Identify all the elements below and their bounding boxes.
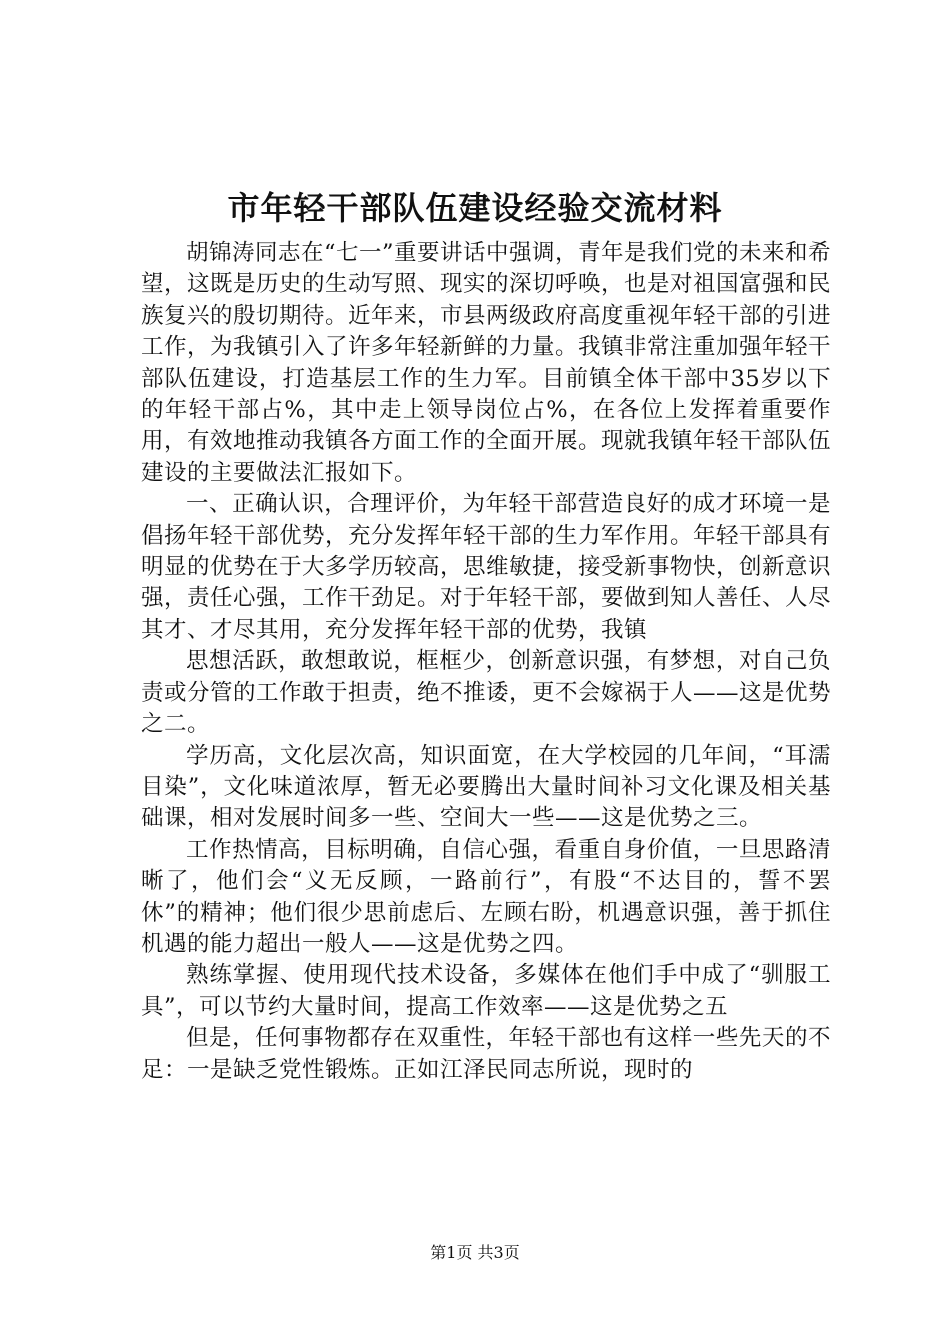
paragraph-3: 思想活跃，敢想敢说，框框少，创新意识强，有梦想，对自己负责或分管的工作敢于担责，绝不推诿，更不会嫁祸于人——这是优势之二。 xyxy=(141,648,832,738)
paragraph-4: 学历高，文化层次高，知识面宽，在大学校园的几年间，“耳濡目染”，文化味道浓厚，暂无必要腾出大量时间补习文化课及相关基础课，相对发展时间多一些、空间大一些——这是优势之三。 xyxy=(141,742,831,832)
document-body xyxy=(141,238,831,1086)
page-number-footer: 第1页 共3页 xyxy=(430,1243,520,1262)
document-title: 市年轻干部队伍建设经验交流材料 xyxy=(227,189,723,227)
paragraph-5: 工作热情高，目标明确，自信心强，看重自身价值，一旦思路清晰了，他们会“义无反顾，一路前行”，有股“不达目的，誓不罢休”的精神；他们很少思前虑后、左顾右盼，机遇意识强，善于抓住机遇的能力超出一般人——这是优势之四。 xyxy=(141,836,831,957)
paragraph-6: 熟练掌握、使用现代技术设备，多媒体在他们手中成了“驯服工具”，可以节约大量时间，提高工作效率——这是优势之五 xyxy=(141,962,831,1020)
paragraph-1: 胡锦涛同志在“七一”重要讲话中强调，青年是我们党的未来和希望，这既是历史的生动写照、现实的深切呼唤，也是对祖国富强和民族复兴的殷切期待。近年来，市县两级政府高度重视年轻干部的引进工作，为我镇引入了许多年轻新鲜的力量。我镇非常注重加强年轻干部队伍建设，打造基层工作的生力军。目前镇全体干部中35岁以下的年轻干部占%，其中走上领导岗位占%，在各位上发挥着重要作用，有效地推动我镇各方面工作的全面开展。现就我镇年轻干部队伍建设的主要做法汇报如下。 xyxy=(141,240,832,486)
paragraph-7: 但是，任何事物都存在双重性，年轻干部也有这样一些先天的不足：一是缺乏党性锻炼。正如江泽民同志所说，现时的 xyxy=(141,1025,831,1083)
paragraph-2: 一、正确认识，合理评价，为年轻干部营造良好的成才环境一是倡扬年轻干部优势，充分发挥年轻干部的生力军作用。年轻干部具有明显的优势在于大多学历较高，思维敏捷，接受新事物快，创新意识强，责任心强，工作干劲足。对于年轻干部，要做到知人善任、人尽其才、才尽其用，充分发挥年轻干部的优势，我镇 xyxy=(141,491,832,643)
